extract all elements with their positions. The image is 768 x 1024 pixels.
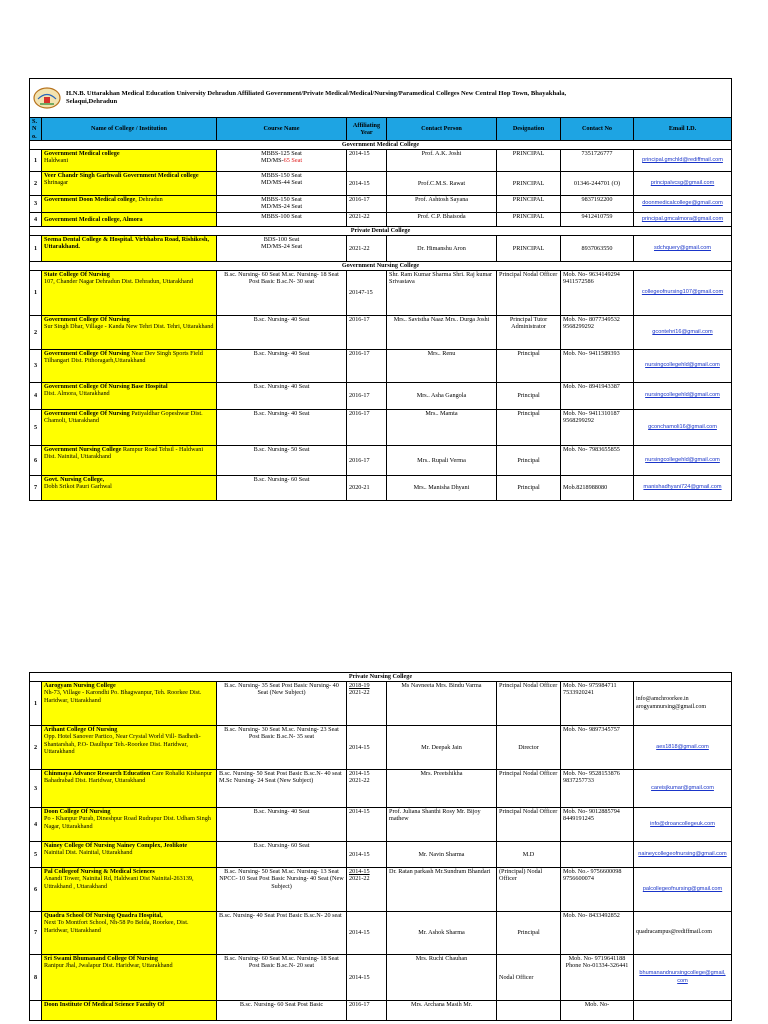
table-row: 4 Doon College Of Nursing Po - Khanpur Purab, Dineshpur Road Rudrapur Dist. Udham Singh Nagar, Uttarakhand B.sc. Nursing- 40 Seat 2014-15 Prof. Juliana Shanthi Rosy Mr. Bijoy mathew Principal Nodal Officer Mob. No- 9012885794 8449191245 info@droancollegeuk.com [30, 808, 732, 842]
col-year: Affiliating Year [347, 118, 387, 141]
col-course: Course Name [217, 118, 347, 141]
email-link[interactable]: careisjkumar@gmail.com [634, 770, 732, 808]
section-title: Private Nursing College [30, 673, 732, 682]
col-contact: Contact Person [387, 118, 497, 141]
table-row: 1 State College Of Nursing 107, Chander Nagar Dehradun Dist. Dehradun, Uttarakhand B.sc. Nursing- 60 Seat M.sc. Nursing- 18 Seat Post Basic B.sc.N- 30 seat 20147-15 Shr. Ram Kumar Sharma Shri. Raj kumar Srivastava Principal Nodal Officer Mob. No- 9634149294 9411572586 collegeofnursing107@gmail.com [30, 270, 732, 315]
email-link[interactable]: gcontehri16@gmail.com [634, 315, 732, 349]
table-row: 6 Pal Collegeof Nursing & Medical Sciences Anandi Tower, Nainital Rd, Haldwani Dist Nainital-263139, Uttrakhand , Uttarakhand B.sc. Nursing- 50 Seat M.sc. Nursing- 13 Seat NPCC- 10 Seat Post Basic Nursing- 40 Seat (New Subject) 2014-15 2021-22 Dr. Ratan parkash Mr.Sundram Bhandari (Principal) Nodal Officer Mob. No.- 9756600098 9756600074 palcollegeofnursing@gmail.com [30, 868, 732, 912]
table-row: 1 Aarogyam Nursing College Nh-73, Village - Karondhi Po. Bhagwanpur, Teh. Roorkee Dist. Haridwar, Uttarakhand B.sc. Nursing- 35 Seat Post Basic Nursing- 40 Seat (New Subject) 2018-19 2021-22 Ms Navneeta Mrs. Bindu Varma Principal Nodal Officer Mob. No- 975984711 7533920241 info@amchroorkee.in arogyamnursing@gmail.com [30, 682, 732, 726]
email-link[interactable]: principal.gmchld@rediffmail.com [634, 149, 732, 171]
email-link[interactable]: principalvcsg@gmail.com [634, 171, 732, 195]
section-title: Government Nursing College [30, 261, 732, 270]
col-email: Email I.D. [634, 118, 732, 141]
email-link[interactable]: nursingcollegehld@gmail.com [634, 382, 732, 409]
email-text[interactable]: quadracampus@rediffmail.com [634, 912, 732, 955]
col-phone: Contact No [561, 118, 634, 141]
table-row: 2 Veer Chandr Singh Garhwali Government Medical college Shrinagar MBBS-150 Seat MD/MS-44 Seat 2014-15 Prof.C.M.S. Rawat PRINCIPAL 01346-244701 (O) principalvcsg@gmail.com [30, 171, 732, 195]
email-link[interactable]: info@droancollegeuk.com [634, 808, 732, 842]
email-link[interactable]: bhumanandnursingcollege@gmail, com [634, 955, 732, 1001]
email-link[interactable]: naineycollegeofnursing@gmail.com [634, 842, 732, 868]
table-row: 5 Government College Of Nursing Patiyaldhar Gopeshwar Dist. Chamoli, Uttarakhand B.sc. Nursing- 40 Seat 2016-17 Mrs.. Mamta Principal Mob. No- 9411310187 9568299292 gconchamoli16@gmail.com [30, 409, 732, 445]
email-link[interactable]: manishadhyani724@gmail.com [634, 475, 732, 500]
colleges-table-page-2 [29, 672, 732, 1021]
table-row: 1 Seema Dental College & Hospital. Virbhabra Road, Rishikesh, Uttarakhand. BDS-100 Seat MD/MS-24 Seat 2021-22 Dr. Himanshu Aron PRINCIPAL 8937063550 sdchquery@gmail.com [30, 235, 732, 261]
email-link[interactable]: aes1818@gmail.com [634, 726, 732, 770]
col-designation: Designation [497, 118, 561, 141]
table-row: 8 Sri Swami Bhumanand College Of Nursing Ranipur Jhal, Jwalapur Dist. Haridwar, Uttarakhand B.sc. Nursing- 60 Seat M.sc. Nursing- 18 Seat Post Basic B.sc.N- 20 seat 2014-15 Mrs. Ruchi Chauhan Nodal Officer Mob. No- 9719641188 Phone No-01334-326441 bhumanandnursingcollege@gmail, com [30, 955, 732, 1001]
page-1 [29, 78, 731, 501]
col-college: Name of College / Institution [42, 118, 217, 141]
email-link[interactable]: gconchamoli16@gmail.com [634, 409, 732, 445]
colleges-table-page-1 [29, 78, 732, 501]
table-row: 2 Government College Of Nursing Sur Singh Dhar, Village - Kanda New Tehri Dist. Tehri, Uttarakhand B.sc. Nursing- 40 Seat 2016-17 Mrs.. Savistha Naaz Mrs.. Durga Joshi Principal Tutor Administrator Mob. No- 8077349532 9568299292 gcontehri16@gmail.com [30, 315, 732, 349]
table-row: Doon Institute Of Medical Science Faculty Of B.sc. Nursing- 60 Seat Post Basic 2016-17 Mrs. Archana Masih Mr. Mob. No- [30, 1001, 732, 1021]
email-text: info@amchroorkee.in arogyamnursing@gmail.com [634, 682, 732, 726]
section-title: Government Medical College [30, 140, 732, 149]
table-row: 3 Chinmaya Advance Research Education Care Rohalki Kishanpur Bahadrabad Dist. Haridwar, Uttarakhand B.sc. Nursing- 50 Seat Post Basic B.sc.N- 40 seat M.Sc Nursing- 24 Seat (New Subject) 2014-15 2021-22 Mrs. Preetshikha Principal Nodal Officer Mob. No- 9528153876 9837257733 careisjkumar@gmail.com [30, 770, 732, 808]
table-row: 7 Govt. Nursing College, Dobh Srikot Pauri Garhwal B.sc. Nursing- 60 Seat 2020-21 Mrs.. Manisha Dhyani Principal Mob.8218988080 manishadhyani724@gmail.com [30, 475, 732, 500]
email-link[interactable]: nursingcollegehld@gmail.com [634, 445, 732, 475]
table-row: 3 Government Doon Medical college, Dehradun MBBS-150 Seat MD/MS-24 Seat 2016-17 Prof. Ashtosh Sayana PRINCIPAL 9837192200 doonmedicalcollege@gmail.com [30, 195, 732, 212]
email-link[interactable]: palcollegeofnursing@gmail.com [634, 868, 732, 912]
table-row: 7 Quadra School Of Nursing Quadra Hospital, Next To Montfort School, Nh-58 Po Belda, Roorkee, Dist. Haridwar, Uttarakhand B.sc. Nursing- 40 Seat Post Basic B.sc.N- 20 seat 2014-15 Mr. Ashok Sharma Principal Mob. No- 8433492852 quadracampus@rediffmail.com [30, 912, 732, 955]
table-row: 2 Arihant College Of Nursing Opp. Hotel Sanover Partico, Near Crystal World Vill- Badhedi- Shantarshah, P.O- Daulhpur Teh.-Roorkee Dist. Haridwar, Uttarakhand B.sc. Nursing- 30 Seat M.sc. Nursing- 23 Seat Post Basic B.sc.N- 35 seat 2014-15 Mr. Deepak Jain Director Mob. No- 9897345757 aes1818@gmail.com [30, 726, 732, 770]
column-header-row [30, 118, 732, 141]
email-link[interactable]: nursingcollegehld@gmail.com [634, 349, 732, 382]
email-link[interactable]: collegeofnursing107@gmail.com [634, 270, 732, 315]
university-seal-icon [32, 86, 62, 110]
email-link[interactable]: doonmedicalcollege@gmail.com [634, 195, 732, 212]
table-row: 5 Nainey College Of Nursing Nainey Complex, Jeolikote Nainital Dist. Nainital, Uttarakhand B.sc. Nursing- 60 Seat 2014-15 Mr. Navin Sharma M.D naineycollegeofnursing@gmail.com [30, 842, 732, 868]
col-sno: S. No. [30, 118, 42, 141]
table-row: 4 Government College Of Nursing Base Hospital Dist. Almora, Uttarakhand B.sc. Nursing- 40 Seat 2016-17 Mrs.. Asha Gangola Principal Mob. No- 8941943387 nursingcollegehld@gmail.com [30, 382, 732, 409]
section-title: Private Dental College [30, 226, 732, 235]
table-row: 4 Government Medical college, Almora MBBS-100 Seat 2021-22 Prof. C.P. Bhaisoda PRINCIPAL 9412410759 principal.gmcalmora@gmail.com [30, 212, 732, 226]
header-subtitle: Selaqui,Dehradun [66, 98, 118, 105]
email-link[interactable]: principal.gmcalmora@gmail.com [634, 212, 732, 226]
document-header [30, 79, 732, 118]
table-row: 6 Government Nursing College Rampur Road Tehsil - Haldwani Dist. Nainital, Uttarakhand B.sc. Nursing- 50 Seat 2016-17 Mrs.. Rupali Verma Principal Mob. No- 7983655855 nursingcollegehld@gmail.com [30, 445, 732, 475]
table-row: 3 Government College Of Nursing Near Dev Singh Sports Field Tilhangari Dist. Pithoragarh,Uttarakhand B.sc. Nursing- 40 Seat 2016-17 Mrs.. Renu Principal Mob. No- 9411589393 nursingcollegehld@gmail.com [30, 349, 732, 382]
email-link[interactable]: sdchquery@gmail.com [634, 235, 732, 261]
page-2 [29, 672, 731, 1021]
header-title: H.N.B. Uttarakhan Medical Education University Dehradun Affiliated Government/Private Medical/Medical/Nursing/Paramedical Colleges New Central Hop Town, Bhayakhala, [66, 90, 567, 97]
table-row: 1 Government Medical college Haldwani MBBS-125 Seat MD/MS-65 Seat 2014-15 Prof. A.K. Joshi PRINCIPAL 7351726777 principal.gmchld@rediffmail.com [30, 149, 732, 171]
